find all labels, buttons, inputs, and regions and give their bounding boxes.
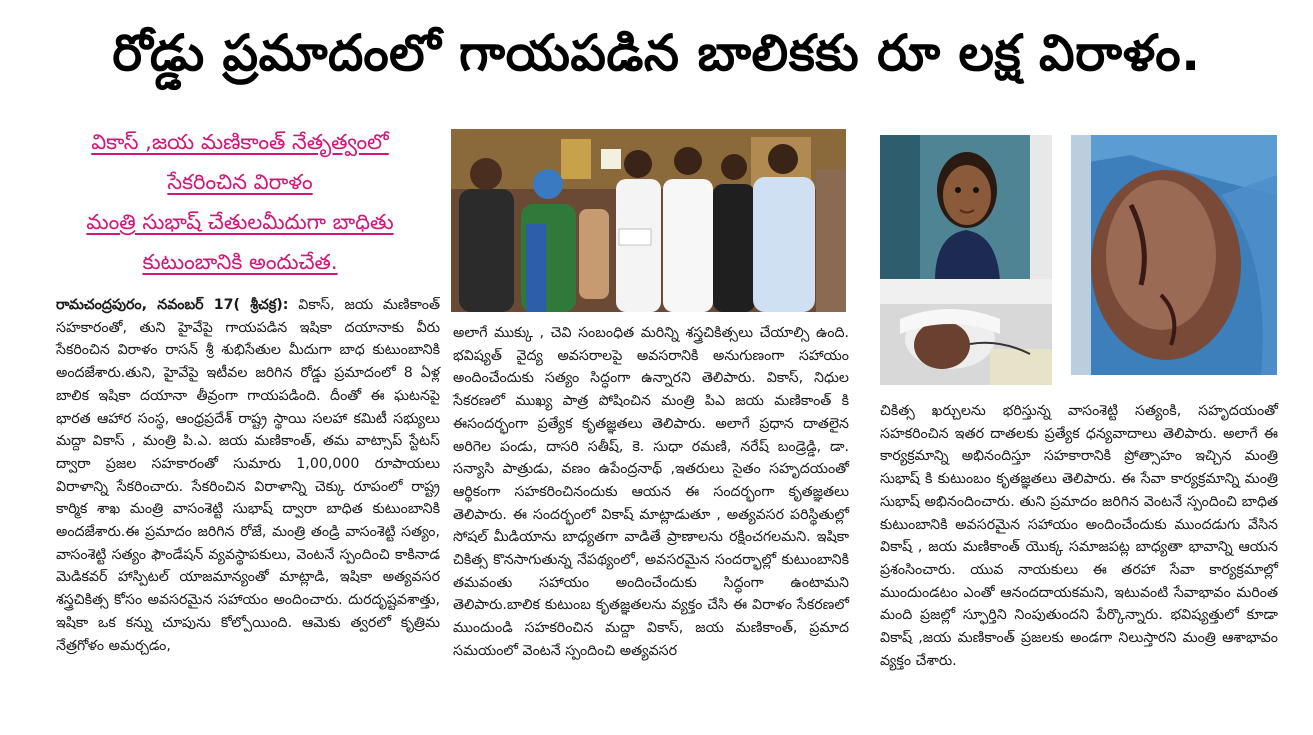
column-2-text: అలాగే ముక్కు , చెవి సంబంధిత మరిన్ని శస్త్రచికిత్సలు చేయాల్సి ఉంది. భవిష్యత్ వైద్య అవసరాలపై అవసరానికి అనుగుణంగా సహాయం అందించేందుకు సత్యం సిద్ధంగా ఉన్నారని తెలిపారు. వికాస్, నిధుల సేకరణలో ముఖ్య పాత్ర పోషించిన మంత్రి పిఎ జయ మణికాంత్ కి ఈసందర్భంగా ప్రత్యేక కృతజ్ఞతలు తెలిపారు. అలాగే ప్రధాన దాతలైన అరిగెల పండు, దాసరి సతీష్, కె. సుధా రమణి, నరేష్ బండ్రెడ్డి, డా. సన్యాసి పాత్రుడు, వణం ఉపేంద్రనాథ్ ,ఇతరులు సైతం సహృదయంతో ఆర్థికంగా సహకరించినందుకు ఆయన ఈ సందర్భంగా కృతజ్ఞతలు తెలిపారు. ఈ సందర్భంలో వికాష్ మాట్లాడుతూ , అత్యవసర పరిస్థితుల్లో సోషల్ మీడియాను బాధ్యతగా వాడితే ప్రాణాలను రక్షించగలమని. ఇషికా చికిత్స కొనసాగుతున్న నేపథ్యంలో, అవసరమైన సందర్భాల్లో కుటుంబానికి తమవంతు సహాయం అందించేందుకు సిద్ధంగా ఉంటామని తెలిపారు.బాలిక కుటుంబ కృతజ్ఞతలను వ్యక్తం చేసి ఈ విరాళం సేకరణలో ముందుండి సహకరించిన మద్దా వికాస్, జయ మణికాంత్, ప్రమాద సమయంలో వెంటనే స్పందించి అత్యవసర [453, 325, 849, 659]
group-photo-illustration [451, 129, 846, 312]
subheading-3: మంత్రి సుభాష్ చేతులమీదుగా బాధితు [86, 210, 394, 234]
injury-closeup-illustration [1071, 135, 1277, 375]
column-1-text: వికాస్, జయ మణికాంత్ సహకారంతో, తుని హైవేపై గాయపడిన ఇషికా దయానాకు వీరు సేకరించిన విరాళం రాసన్ శ్రీ శుభిసేతుల మీదుగా బాధ కుటుంబానికి అందజేశారు.తుని, హైవేపై ఇటీవల జరిగిన రోడ్డు ప్రమాదంలో 8 ఏళ్ల బాలిక ఇషికా దయానా తీవ్రంగా గాయపడింది. దీంతో ఈ ఘటనపై భారత ఆహార సంస్థ, ఆంధ్రప్రదేశ్ రాష్ట్ర స్థాయి సలహా కమిటీ సభ్యులు మద్దా వికాస్ , మంత్రి పి.ఎ. జయ మణికాంత్, తమ వాట్సాప్ స్టేటస్ ద్వారా ప్రజల సహకారంతో సుమారు 1,00,000 రూపాయలు విరాళాన్ని సేకరించారు. సేకరించిన విరాళాన్ని చెక్కు రూపంలో రాష్ట్ర కార్మిక శాఖ మంత్రి వాసంశెట్టి సుభాష్ ద్వారా బాధిత కుటుంబానికి అందజేశారు.ఈ ప్రమాదం జరిగిన రోజే, మంత్రి తండ్రి వాసంశెట్టి సత్యం, వాసంశెట్టి సత్యం ఫౌండేషన్ వ్యవస్థాపకులు, వెంటనే స్పందించి కాకినాడ మెడికవర్ హాస్పిటల్ యాజమాన్యంతో మాట్లాడి, ఇషికా అత్యవసర శస్త్రచికిత్స కోసం అవసరమైన సహాయం అందించారు. దురదృష్టవశాత్తు, ఇషికా ఒక కన్ను చూపును కోల్పోయింది. ఆమెకు త్వరలో కృత్రిమ నేత్రగోళం అమర్చడం, [56, 297, 440, 654]
dateline: రామచంద్రపురం, నవంబర్ 17( శ్రీచక్ర): [56, 297, 289, 313]
subheading-1: వికాస్ ,జయ మణికాంత్ నేతృత్వంలో [91, 130, 389, 154]
headline: రోడ్డు ప్రమాదంలో గాయపడిన బాలికకు రూ లక్ష విరాళం. [112, 24, 1201, 82]
hospital-bed-illustration [880, 279, 1052, 385]
article-column-1 [56, 294, 440, 657]
girl-portrait-photo [880, 135, 1052, 281]
hospital-bed-photo [880, 279, 1052, 385]
subheading-2: సేకరించిన విరాళం [167, 170, 313, 194]
subheadings [40, 122, 440, 282]
article-column-2 [453, 322, 849, 663]
article-column-3 [880, 400, 1278, 672]
column-3-text: చికిత్స ఖర్చులను భరిస్తున్న వాసంశెట్టి సత్యంకి, సహృదయంతో సహకరించిన ఇతర దాతలకు ప్రత్యేక ధన్యవాదాలు తెలిపారు. అలాగే ఈ కార్యక్రమాన్ని అభినందిస్తూ సహకారానికి ప్రోత్సాహం ఇచ్చిన మంత్రి సుభాష్ కి కుటుంబం కృతజ్ఞతలు తెలిపారు. ఈ సేవా కార్యక్రమాన్ని మంత్రి సుభాష్ అభినందించారు. తుని ప్రమాదం జరిగిన వెంటనే స్పందించి బాధిత కుటుంబానికి అవసరమైన సహాయం అందించేందుకు ముందడుగు వేసిన వికాష్ , జయ మణికాంత్ యొక్క సమాజపట్ల బాధ్యతా భావాన్ని ఆయన ప్రశంసించారు. యువ నాయకులు ఈ తరహా సేవా కార్యక్రమాల్లో ముందుండటం ఎంతో ఆనందదాయకమని, ఇటువంటి సేవాభావం మరింత మంది ప్రజల్లో స్ఫూర్తిని నింపుతుందని పేర్కొన్నారు. భవిష్యత్తులో కూడా వికాష్ ,జయ మణికాంత్ ప్రజలకు అండగా నిలుస్తారని మంత్రి ఆశాభావం వ్యక్తం చేశారు. [880, 403, 1278, 669]
injury-closeup-photo [1071, 135, 1277, 375]
subheading-4: కుటుంబానికి అందుచేత. [142, 250, 338, 274]
girl-portrait-illustration [880, 135, 1052, 281]
group-cheque-photo [451, 129, 846, 312]
